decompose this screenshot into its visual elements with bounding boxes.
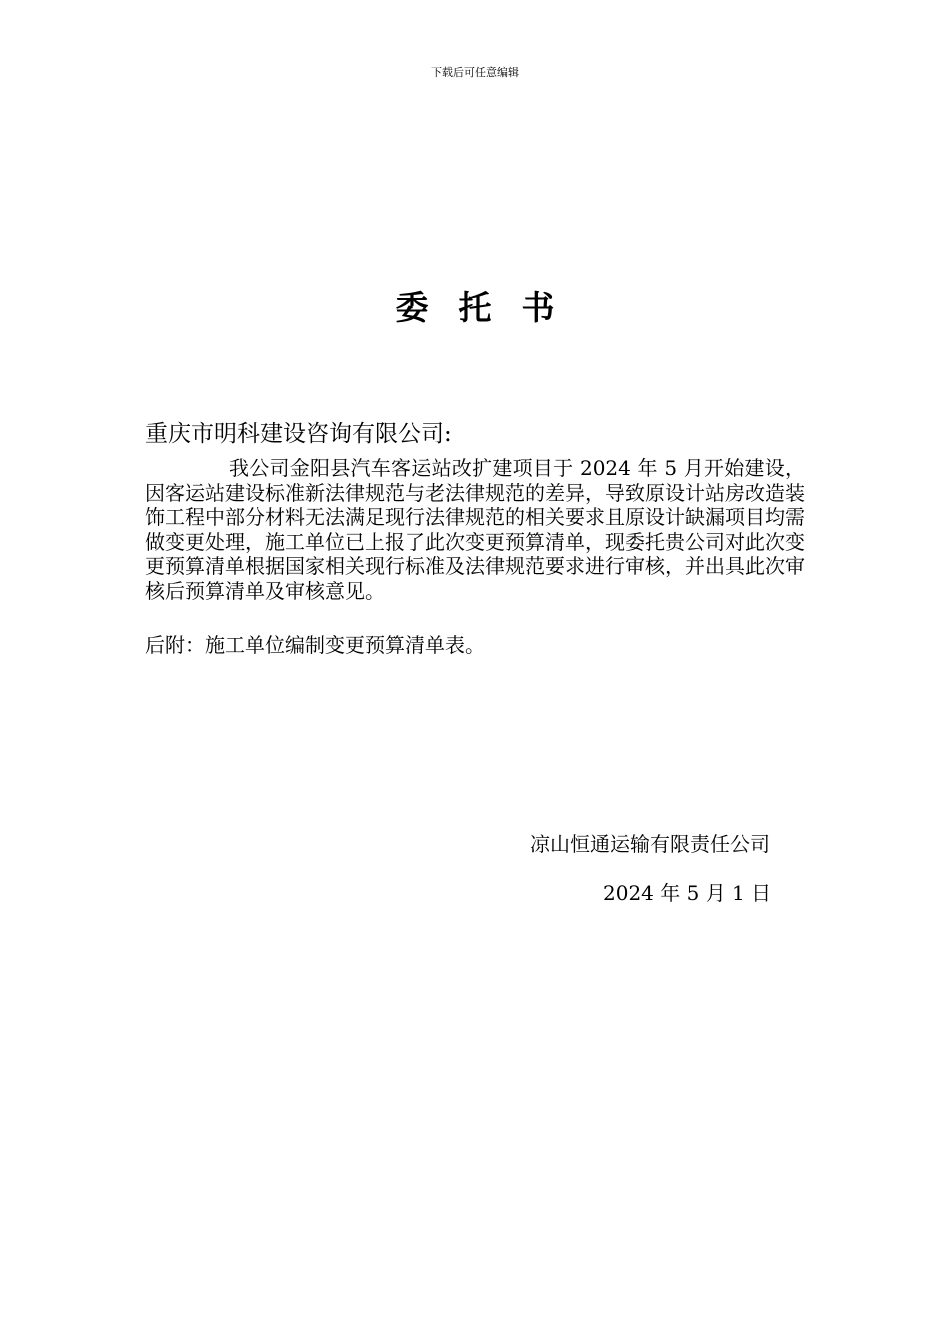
signature-date: 2024 年 5 月 1 日: [603, 881, 772, 905]
document-title: 委托书: [395, 288, 585, 327]
header-note: 下载后可任意编辑: [431, 66, 519, 79]
attachment-note: 后附：施工单位编制变更预算清单表。: [145, 633, 485, 657]
signer-company: 凉山恒通运输有限责任公司: [530, 832, 770, 856]
body-paragraph: 我公司金阳县汽车客运站改扩建项目于 2024 年 5 月开始建设，因客运站建设标准新法律规范与老法律规范的差异，导致原设计站房改造装饰工程中部分材料无法满足现行法律规范的相关要求且原设计缺漏项目均需做变更处理，施工单位已上报了此次变更预算清单，现委托贵公司对此次变更预算清单根据国家相关现行标准及法律规范要求进行审核，并出具此次审核后预算清单及审核意见。: [145, 456, 805, 603]
recipient-line: 重庆市明科建设咨询有限公司:: [145, 421, 452, 447]
